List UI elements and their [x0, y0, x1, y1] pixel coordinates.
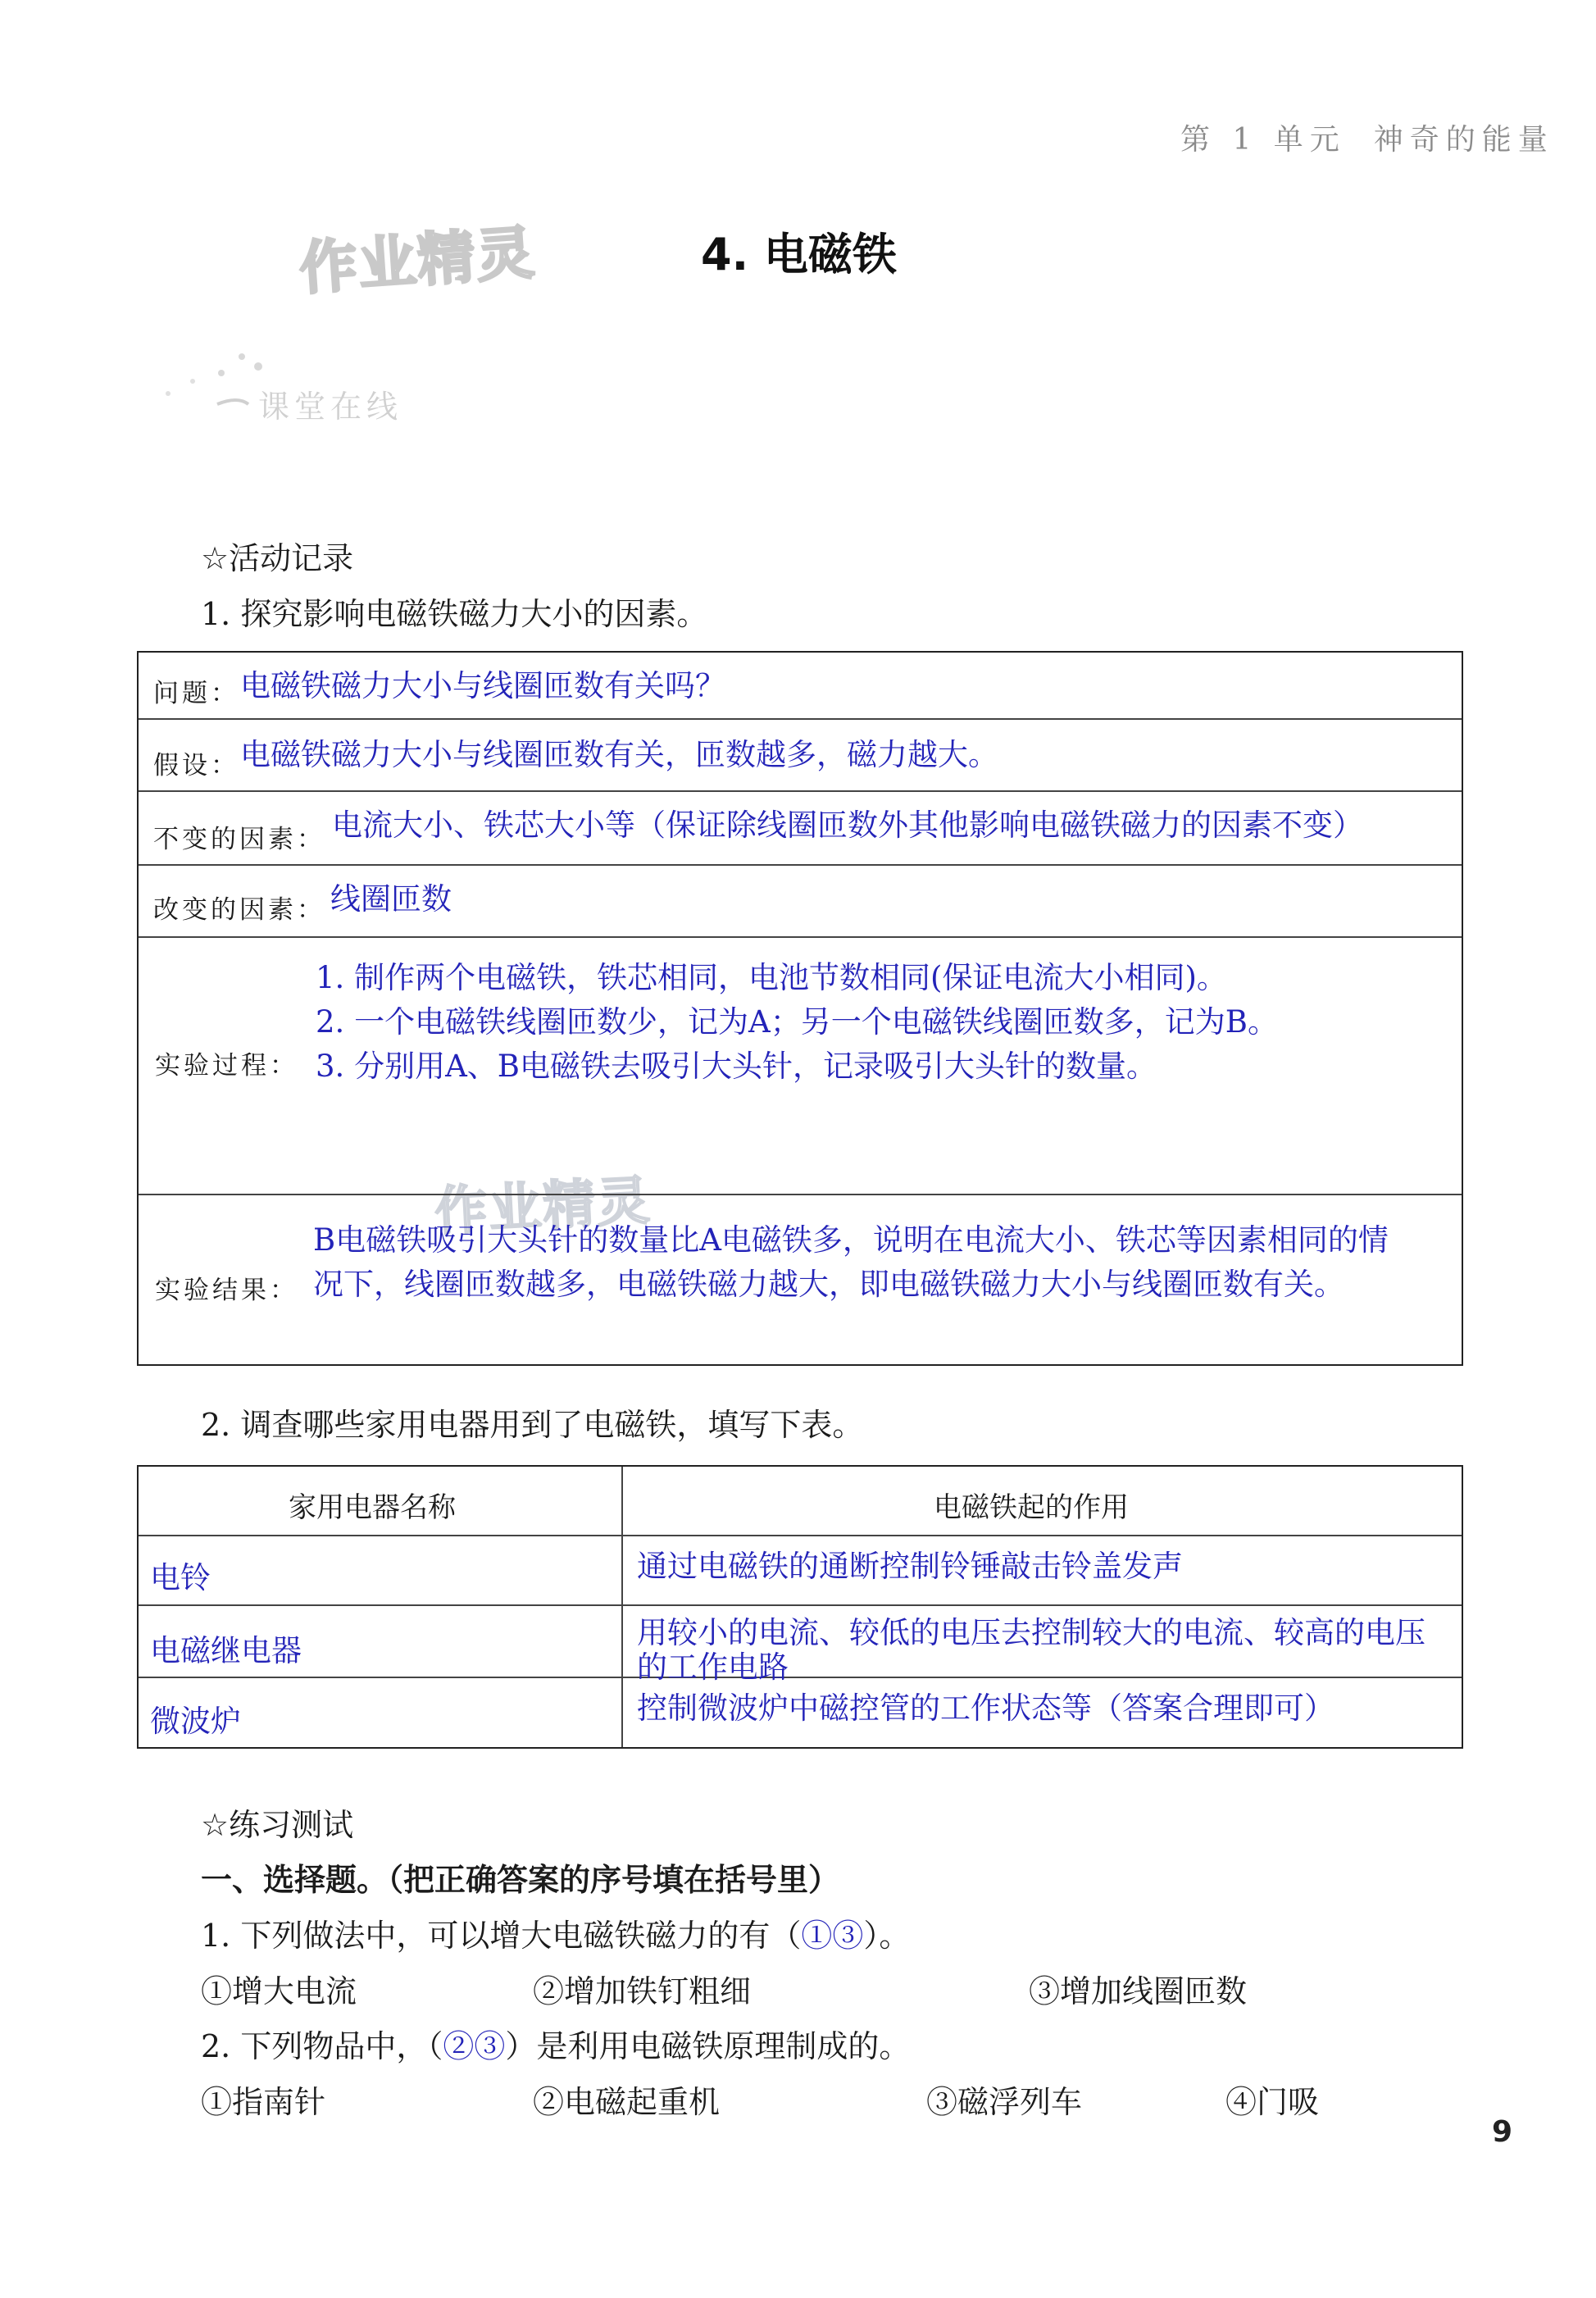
unit-number: 第 1 单元 — [1180, 123, 1346, 157]
appliance-name: 微波炉 — [150, 1704, 241, 1739]
appliance-function-line-1: 用较小的电流、较低的电压去控制较大的电流、较高的电压 — [637, 1615, 1425, 1650]
question-2-stem-end: ）是利用电磁铁原理制成的。 — [505, 2028, 911, 2064]
practice-heading: ☆练习测试 — [201, 1807, 354, 1843]
table-row-constant-factors — [139, 792, 1462, 866]
page-title: 4. 电磁铁 — [701, 229, 897, 280]
choice-question-1 — [201, 1910, 910, 1955]
table-row-process — [139, 938, 1462, 1195]
question-2-stem: 2. 下列物品中，（ — [201, 2028, 443, 2064]
question-1-option: ③增加线圈匝数 — [1029, 1973, 1248, 2009]
question-1-stem-end: ）。 — [863, 1918, 911, 1954]
part-1-title: 一、选择题。（把正确答案的序号填在括号里） — [201, 1862, 840, 1898]
process-step-2: 2. 一个电磁铁线圈匝数少，记为A；另一个电磁铁线圈匝数多，记为B。 — [316, 1004, 1278, 1040]
question-2-answer: ②③ — [443, 2028, 506, 2064]
question-1-stem: 1. 下列做法中，可以增大电磁铁磁力的有（ — [201, 1918, 802, 1954]
section-banner — [143, 348, 439, 430]
appliance-function: 通过电磁铁的通断控制铃锤敲击铃盖发声 — [637, 1549, 1183, 1584]
hypothesis-answer: 电磁铁磁力大小与线圈匝数有关，匝数越多，磁力越大。 — [240, 737, 998, 772]
table-row-question — [139, 653, 1462, 720]
unit-title: 神奇的能量 — [1373, 123, 1554, 157]
question-2-option: ②电磁起重机 — [533, 2084, 721, 2120]
table-row — [139, 1536, 1462, 1606]
appliance-name: 电磁继电器 — [150, 1633, 302, 1668]
table-row-result — [139, 1195, 1462, 1364]
table-row — [139, 1678, 1462, 1749]
constant-factors-label: 不变的因素： — [153, 825, 325, 854]
moon-decoration-icon — [1476, 2099, 1557, 2189]
question-2-option: ④门吸 — [1225, 2084, 1320, 2120]
column-header-function: 电磁铁起的作用 — [934, 1491, 1129, 1524]
watermark-logo-center: 作业精灵 — [433, 1171, 653, 1243]
unit-header — [1180, 116, 1582, 158]
changed-factor-label: 改变的因素： — [153, 895, 325, 925]
question-2-option: ③磁浮列车 — [926, 2084, 1083, 2120]
appliance-name: 电铃 — [150, 1560, 211, 1595]
result-line-2: 况下，线圈匝数越多，电磁铁磁力越大，即电磁铁磁力大小与线圈匝数有关。 — [313, 1267, 1344, 1302]
hypothesis-label: 假设： — [153, 751, 239, 780]
column-header-name: 家用电器名称 — [289, 1491, 456, 1524]
page-number: 9 — [1492, 2115, 1513, 2149]
question-answer: 电磁铁磁力大小与线圈匝数有关吗？ — [240, 668, 725, 703]
result-label: 实验结果： — [155, 1276, 298, 1305]
experiment-record-table — [137, 651, 1463, 1366]
watermark-logo: 作业精灵 — [297, 219, 538, 303]
appliance-function: 控制微波炉中磁控管的工作状态等（答案合理即可） — [637, 1691, 1335, 1726]
changed-factor-answer: 线圈匝数 — [330, 881, 452, 917]
table-row — [139, 1606, 1462, 1685]
question-1-text: 1. 探究影响电磁铁磁力大小的因素。 — [201, 596, 708, 632]
process-label: 实验过程： — [155, 1051, 298, 1081]
table-header-row — [139, 1467, 1462, 1536]
section-banner-label: 课堂在线 — [258, 389, 403, 425]
question-1-option: ②增加铁钉粗细 — [533, 1973, 752, 2009]
question-2-text: 2. 调查哪些家用电器用到了电磁铁，填写下表。 — [201, 1407, 864, 1443]
question-1-answer: ①③ — [801, 1918, 864, 1954]
result-line-1: B电磁铁吸引大头针的数量比A电磁铁多，说明在电流大小、铁芯等因素相同的情 — [313, 1222, 1389, 1258]
table-row-changed-factor — [139, 866, 1462, 938]
appliance-table — [137, 1465, 1463, 1749]
question-2-option: ①指南针 — [201, 2084, 326, 2120]
question-label: 问题： — [153, 679, 239, 708]
appliance-function-line-2: 的工作电路 — [637, 1650, 789, 1685]
process-step-1: 1. 制作两个电磁铁，铁芯相同，电池节数相同(保证电流大小相同)。 — [316, 960, 1227, 995]
activity-heading: ☆活动记录 — [201, 540, 354, 576]
question-1-option: ①增大电流 — [201, 1973, 357, 2009]
process-step-3: 3. 分别用A、B电磁铁去吸引大头针，记录吸引大头针的数量。 — [316, 1049, 1157, 1084]
choice-question-2 — [201, 2021, 910, 2066]
table-row-hypothesis — [139, 720, 1462, 792]
constant-factors-answer: 电流大小、铁芯大小等（保证除线圈匝数外其他影响电磁铁磁力的因素不变） — [332, 808, 1363, 843]
